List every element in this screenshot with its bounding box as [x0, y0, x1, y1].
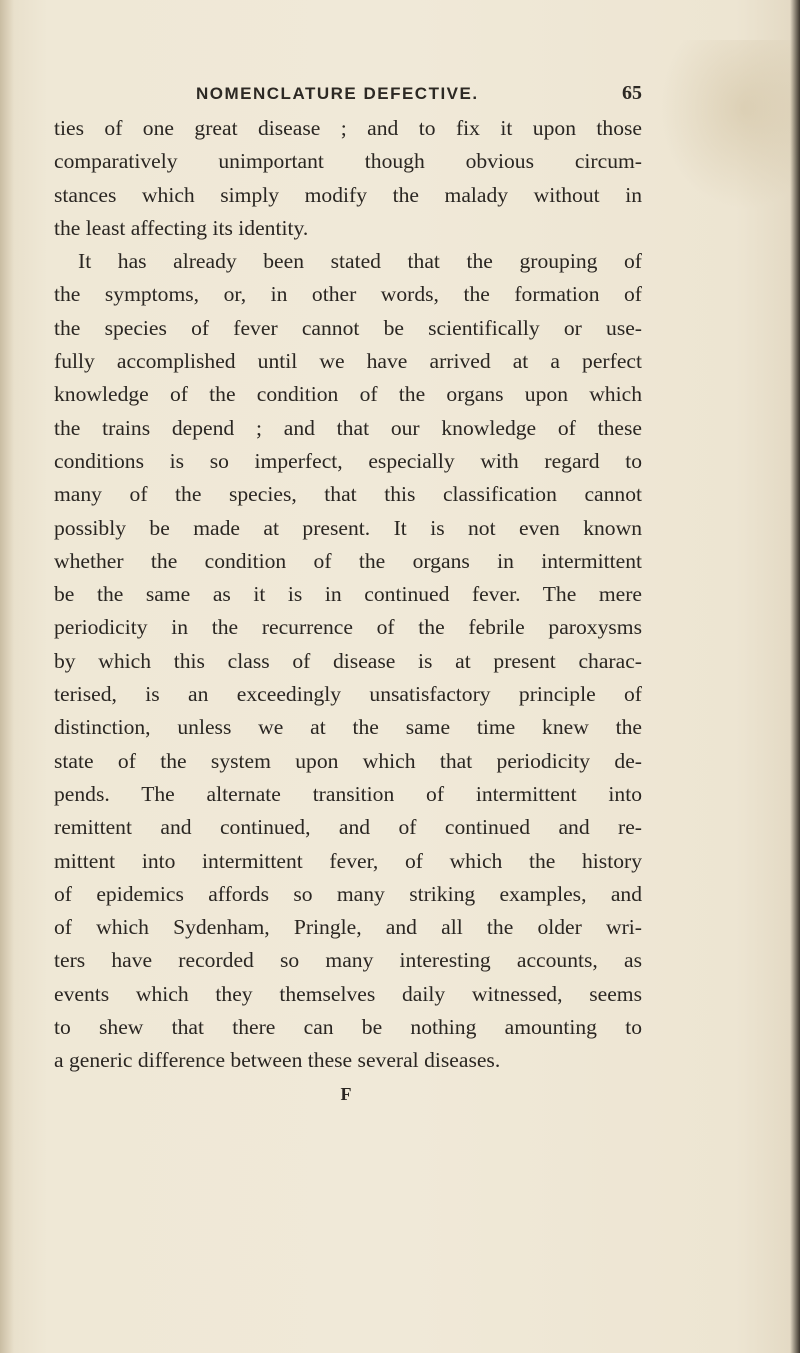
signature-mark [0, 1084, 800, 1105]
text-line: the symptoms, or, in other words, the formation of [54, 282, 642, 307]
text-line: many of the species, that this classification cannot [54, 482, 642, 507]
text-line: It has already been stated that the grouping of [78, 249, 642, 274]
text-line: events which they themselves daily witnessed, seems [54, 981, 642, 1006]
text-line: the least affecting its identity. [54, 215, 309, 240]
text-line: mittent into intermittent fever, of which the history [54, 848, 642, 873]
page-number: 65 [622, 82, 642, 104]
running-head: NOMENCLATURE DEFECTIVE. [196, 84, 479, 103]
page-stain [660, 40, 800, 210]
text-line: ties of one great disease ; and to fix it upon those [54, 116, 642, 140]
text-line: ters have recorded so many interesting accounts, as [54, 948, 642, 973]
page-gutter [0, 0, 14, 1353]
text-line: by which this class of disease is at present charac- [54, 648, 642, 673]
text-line: the trains depend ; and that our knowledge of these [54, 415, 642, 440]
signature-letter: F [340, 1084, 352, 1104]
body-text [54, 112, 642, 1078]
text-line: terised, is an exceedingly unsatisfactory principle of [54, 682, 642, 707]
text-line: pends. The alternate transition of intermittent into [54, 781, 642, 806]
text-line: the species of fever cannot be scientifically or use- [54, 315, 642, 340]
text-line: knowledge of the condition of the organs upon which [54, 382, 642, 407]
text-line: of which Sydenham, Pringle, and all the older wri- [54, 915, 642, 940]
text-line: remittent and continued, and of continued and re- [54, 815, 642, 840]
text-line: possibly be made at present. It is not even known [54, 515, 642, 540]
text-line: whether the condition of the organs in intermittent [54, 548, 642, 573]
text-line: comparatively unimportant though obvious circum- [54, 149, 642, 174]
text-line: distinction, unless we at the same time knew the [54, 715, 642, 740]
text-line: to shew that there can be nothing amounting to [54, 1015, 642, 1040]
text-line: fully accomplished until we have arrived at a perfect [54, 349, 642, 374]
text-line: state of the system upon which that periodicity de- [54, 748, 642, 773]
text-line: periodicity in the recurrence of the febrile paroxysms [54, 615, 642, 640]
text-line: be the same as it is in continued fever. The mere [54, 582, 642, 607]
text-line: stances which simply modify the malady without in [54, 182, 642, 207]
text-line: a generic difference between these several diseases. [54, 1048, 501, 1073]
page-edge-shadow [790, 0, 800, 1353]
text-line: conditions is so imperfect, especially with regard to [54, 448, 642, 473]
page-header [0, 84, 800, 108]
text-line: of epidemics affords so many striking examples, and [54, 881, 642, 906]
